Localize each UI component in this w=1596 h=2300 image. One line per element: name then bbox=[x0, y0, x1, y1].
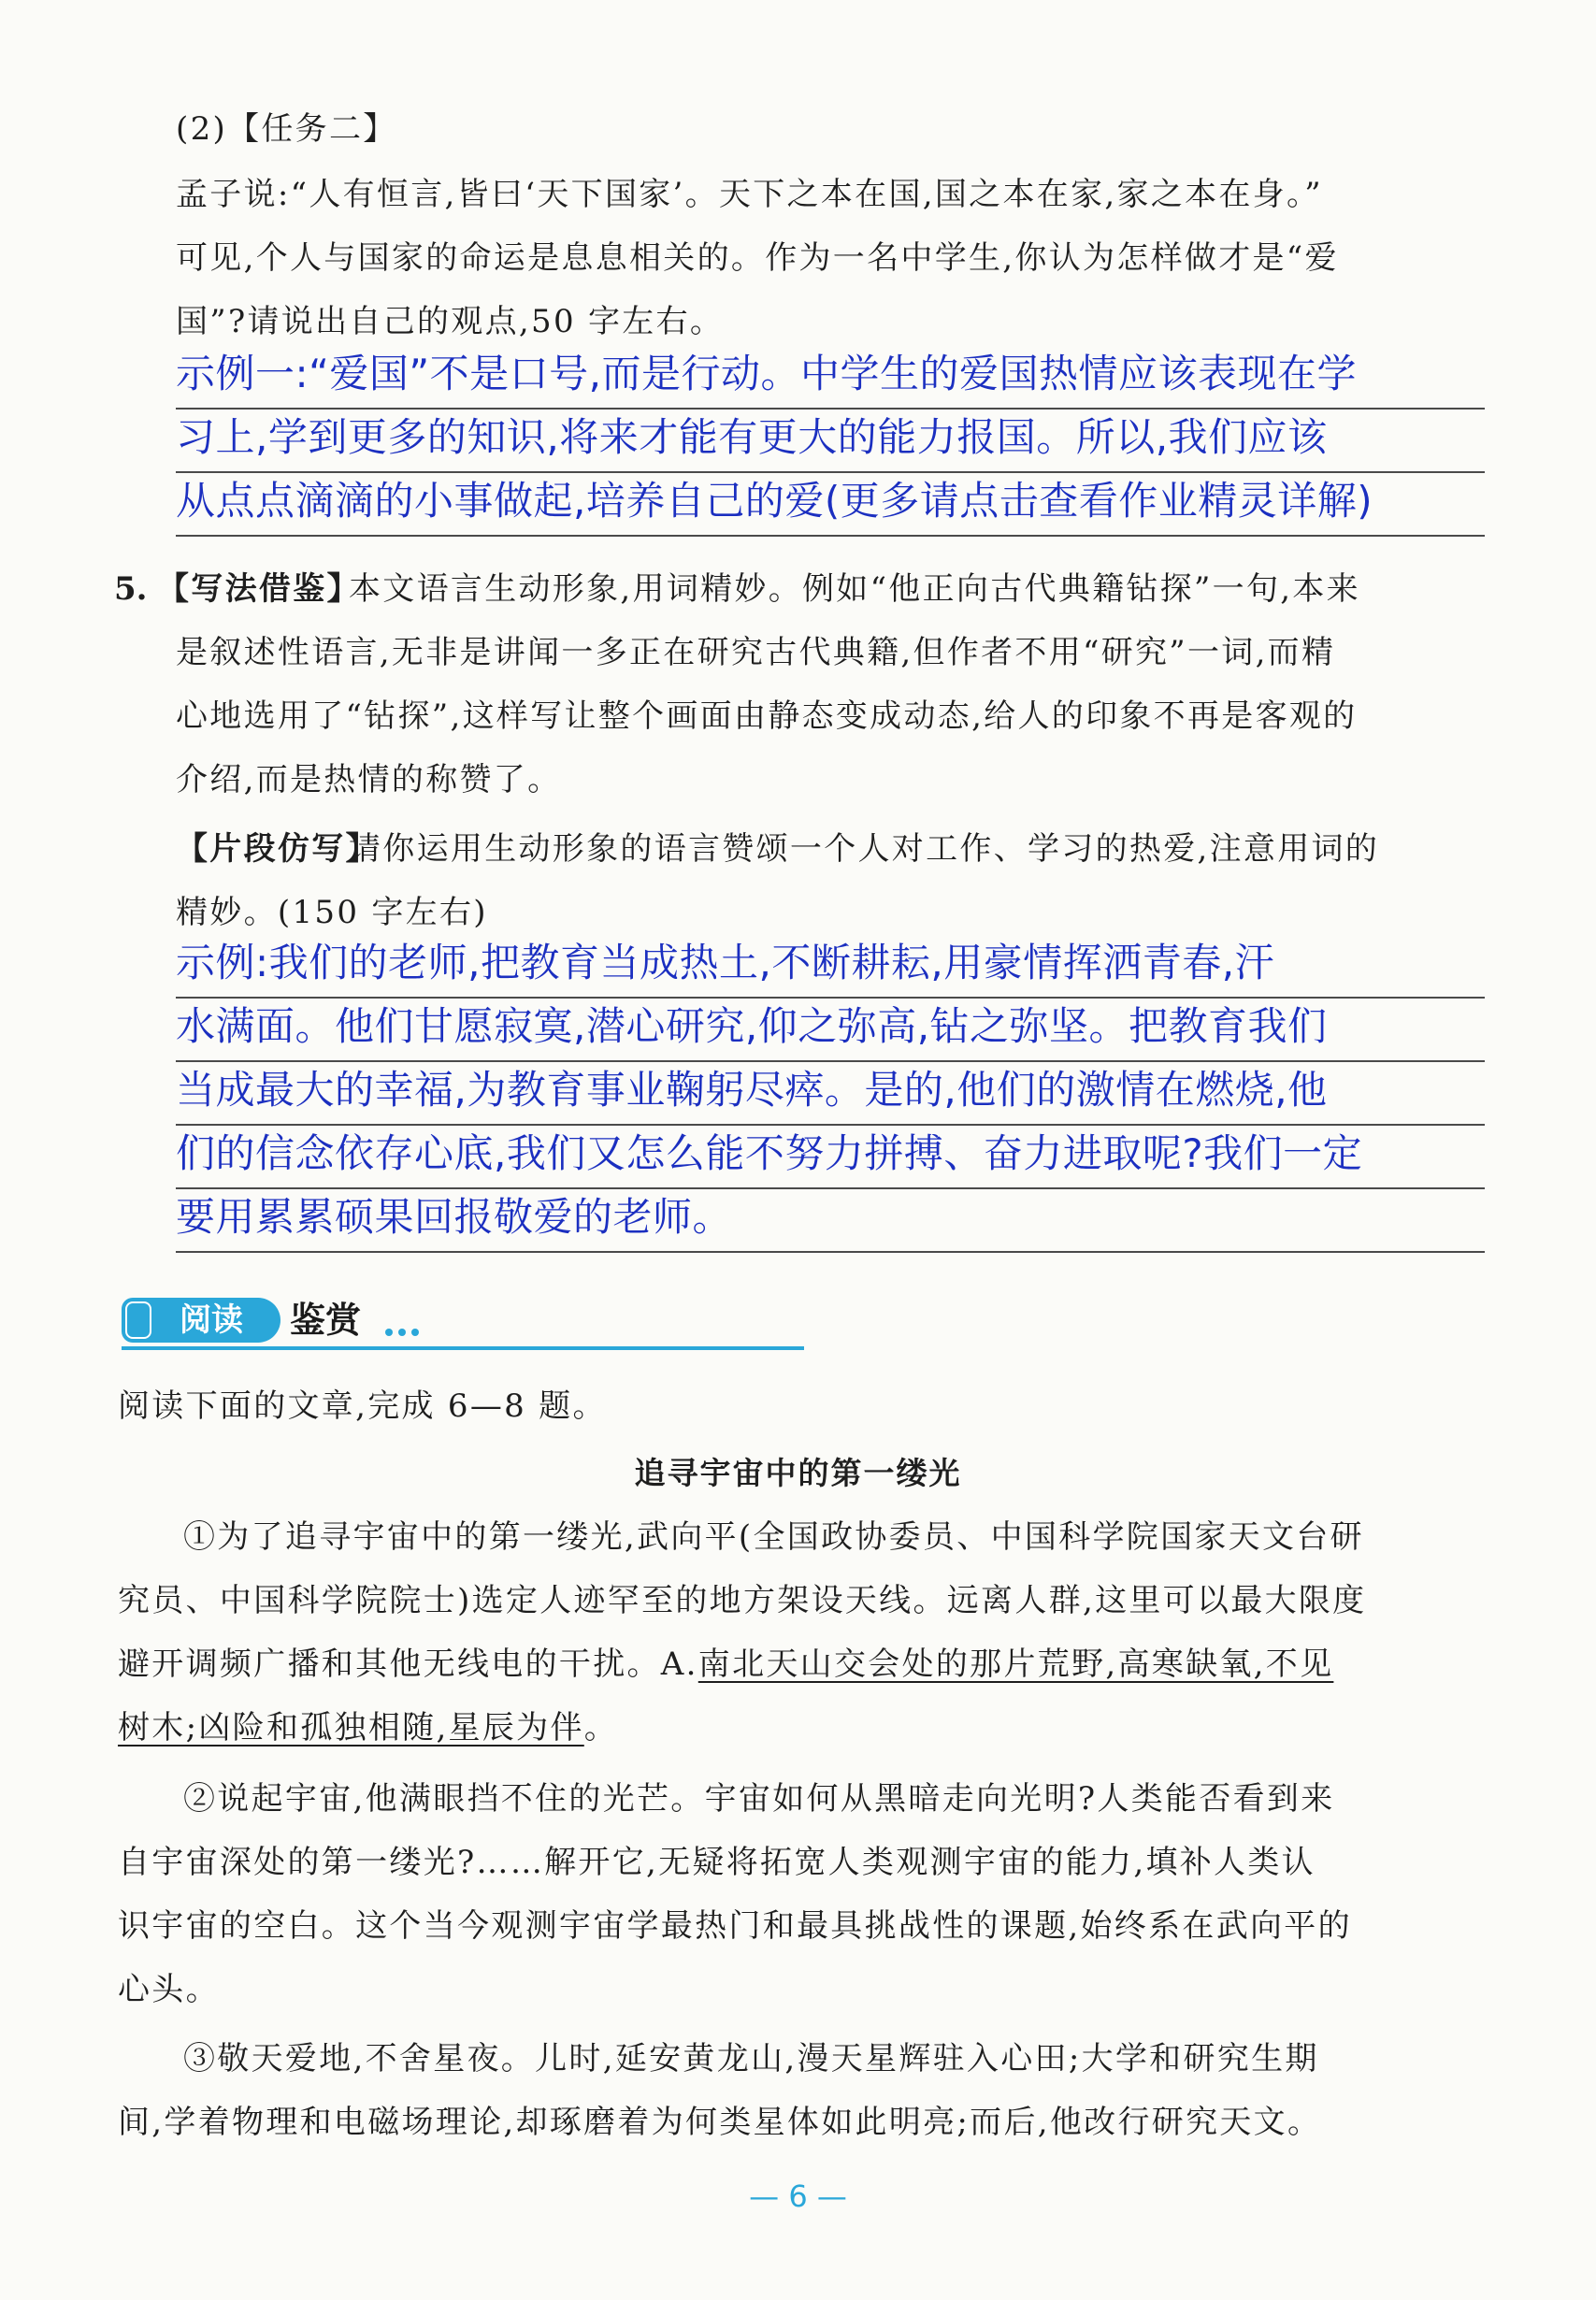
q5-answer-line-5: 要用累累硕果回报敬爱的老师。 bbox=[176, 1191, 1485, 1253]
task2-answer-line-2: 习上,学到更多的知识,将来才能有更大的能力报国。所以,我们应该 bbox=[176, 411, 1485, 473]
q5-line-2: 是叙述性语言,无非是讲闻一多正在研究古代典籍,但作者不用“研究”一词,而精 bbox=[176, 634, 1336, 671]
section-rule bbox=[122, 1346, 804, 1350]
reading-instruction: 阅读下面的文章,完成 6—8 题。 bbox=[118, 1387, 607, 1425]
task2-answer-line-1: 示例一:“爱国”不是口号,而是行动。中学生的爱国热情应该表现在学 bbox=[176, 348, 1485, 410]
task2-line-1: 孟子说:“人有恒言,皆曰‘天下国家’。天下之本在国,国之本在家,家之本在身。” bbox=[176, 176, 1323, 213]
q5-line-1: 本文语言生动形象,用词精妙。例如“他正向古代典籍钻探”一句,本来 bbox=[349, 570, 1360, 608]
para1-underlined-sentence-a: 南北天山交会处的那片荒野,高寒缺氧,不见 bbox=[697, 1646, 1334, 1683]
para1-underlined-sentence-b: 树木;凶险和孤独相随,星辰为伴 bbox=[118, 1709, 584, 1747]
section-title-word: 鉴赏 bbox=[290, 1300, 362, 1341]
q5-imitate-line-1: 请你运用生动形象的语言赞颂一个人对工作、学习的热爱,注意用词的 bbox=[349, 830, 1380, 868]
q5-answer-line-2: 水满面。他们甘愿寂寞,潜心研究,仰之弥高,钻之弥坚。把教育我们 bbox=[176, 1000, 1485, 1062]
para1-line-2: 究员、中国科学院院士)选定人迹罕至的地方架设天线。远离人群,这里可以最大限度 bbox=[118, 1582, 1367, 1619]
question-5-number: 5. bbox=[114, 570, 148, 608]
para3-line-2: 间,学着物理和电磁场理论,却琢磨着为何类星体如此明亮;而后,他改行研究天文。 bbox=[118, 2104, 1322, 2141]
q5-answer-line-1: 示例:我们的老师,把教育当成热土,不断耕耘,用豪情挥洒青春,汗 bbox=[176, 937, 1485, 999]
q5-line-3: 心地选用了“钻探”,这样写让整个画面由静态变成动态,给人的印象不再是客观的 bbox=[176, 697, 1358, 735]
para1-end: 。 bbox=[583, 1709, 619, 1747]
section-tag bbox=[122, 1298, 280, 1343]
dots-icon bbox=[385, 1322, 424, 1340]
q5-label: 【写法借鉴】 bbox=[157, 570, 361, 608]
q5-answer-line-3: 当成最大的幸福,为教育事业鞠躬尽瘁。是的,他们的激情在燃烧,他 bbox=[176, 1064, 1485, 1126]
para1-line-4 bbox=[118, 1709, 618, 1747]
para1-line-3-text: 避开调频广播和其他无线电的干扰。A. bbox=[118, 1646, 698, 1683]
task2-line-3: 国”?请说出自己的观点,50 字左右。 bbox=[176, 303, 725, 340]
q5-line-4: 介绍,而是热情的称赞了。 bbox=[176, 761, 562, 798]
section-tag-text: 阅读 bbox=[180, 1301, 243, 1339]
q5-imitate-label: 【片段仿写】 bbox=[176, 830, 380, 868]
para2-line-3: 识宇宙的空白。这个当今观测宇宙学最热门和最具挑战性的课题,始终系在武向平的 bbox=[118, 1907, 1352, 1945]
q5-imitate-line-2: 精妙。(150 字左右) bbox=[176, 894, 488, 931]
task2-heading: (2)【任务二】 bbox=[176, 110, 397, 148]
para3-line-1: ③敬天爱地,不舍星夜。儿时,延安黄龙山,漫天星辉驻入心田;大学和研究生期 bbox=[183, 2040, 1319, 2077]
para2-line-4: 心头。 bbox=[118, 1971, 220, 2008]
para2-line-1: ②说起宇宙,他满眼挡不住的光芒。宇宙如何从黑暗走向光明?人类能否看到来 bbox=[183, 1780, 1335, 1818]
para1-line-3 bbox=[118, 1646, 1333, 1683]
house-icon bbox=[125, 1301, 151, 1339]
page-number: — 6 — bbox=[749, 2178, 847, 2214]
passage-title: 追寻宇宙中的第一缕光 bbox=[634, 1455, 962, 1491]
task2-answer-line-3: 从点点滴滴的小事做起,培养自己的爱(更多请点击查看作业精灵详解) bbox=[176, 475, 1485, 537]
para1-line-1: ①为了追寻宇宙中的第一缕光,武向平(全国政协委员、中国科学院国家天文台研 bbox=[183, 1518, 1364, 1556]
q5-answer-line-4: 们的信念依存心底,我们又怎么能不努力拼搏、奋力进取呢?我们一定 bbox=[176, 1128, 1485, 1189]
task2-line-2: 可见,个人与国家的命运是息息相关的。作为一名中学生,你认为怎样做才是“爱 bbox=[176, 239, 1339, 277]
para2-line-2: 自宇宙深处的第一缕光?……解开它,无疑将拓宽人类观测宇宙的能力,填补人类认 bbox=[118, 1844, 1316, 1881]
reading-section-banner bbox=[112, 1288, 804, 1356]
